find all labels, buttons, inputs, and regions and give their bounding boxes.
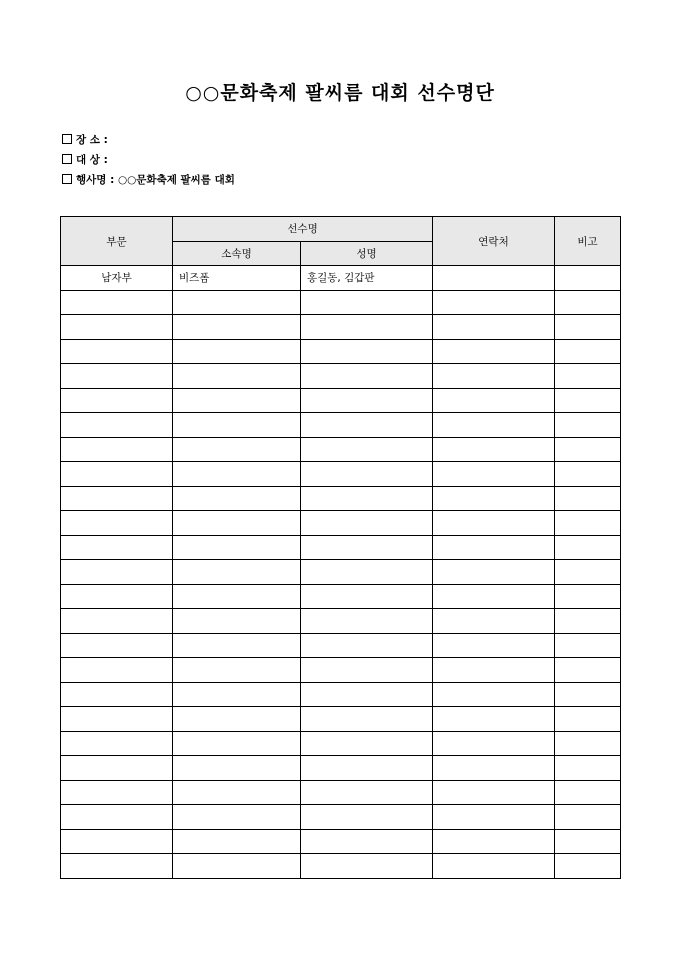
cell-contact[interactable]: [433, 486, 555, 511]
cell-division[interactable]: [61, 364, 173, 389]
cell-name[interactable]: [301, 560, 433, 585]
header-affiliation: 소속명: [173, 241, 301, 266]
cell-affiliation[interactable]: 비즈폼: [173, 266, 301, 291]
cell-affiliation[interactable]: [173, 780, 301, 805]
cell-note[interactable]: [555, 633, 621, 658]
cell-name[interactable]: 홍길동, 김갑판: [301, 266, 433, 291]
header-name: 성명: [301, 241, 433, 266]
cell-contact[interactable]: [433, 633, 555, 658]
cell-division[interactable]: [61, 633, 173, 658]
cell-name[interactable]: [301, 609, 433, 634]
cell-note[interactable]: [555, 560, 621, 585]
cell-division[interactable]: [61, 290, 173, 315]
cell-name[interactable]: [301, 364, 433, 389]
cell-contact[interactable]: [433, 437, 555, 462]
table-row: [61, 413, 621, 438]
cell-division[interactable]: [61, 609, 173, 634]
cell-contact[interactable]: [433, 290, 555, 315]
cell-affiliation[interactable]: [173, 511, 301, 536]
cell-name[interactable]: [301, 584, 433, 609]
info-target-label: 대 상 :: [76, 154, 108, 166]
cell-affiliation[interactable]: [173, 315, 301, 340]
cell-affiliation[interactable]: [173, 535, 301, 560]
header-division: 부문: [61, 217, 173, 266]
cell-note[interactable]: [555, 731, 621, 756]
header-player-group: 선수명: [173, 217, 433, 242]
cell-contact[interactable]: [433, 584, 555, 609]
cell-name[interactable]: [301, 731, 433, 756]
cell-contact[interactable]: [433, 413, 555, 438]
cell-contact[interactable]: [433, 609, 555, 634]
checkbox-square-icon: [62, 154, 72, 164]
cell-note[interactable]: [555, 829, 621, 854]
table-row: [61, 780, 621, 805]
cell-note[interactable]: [555, 756, 621, 781]
cell-note[interactable]: [555, 413, 621, 438]
info-event-value: ○○문화축제 팔씨름 대회: [117, 174, 235, 186]
cell-contact[interactable]: [433, 535, 555, 560]
cell-name[interactable]: [301, 511, 433, 536]
cell-contact[interactable]: [433, 731, 555, 756]
cell-name[interactable]: [301, 707, 433, 732]
table-row: [61, 707, 621, 732]
roster-table: [60, 216, 621, 879]
cell-affiliation[interactable]: [173, 805, 301, 830]
cell-contact[interactable]: [433, 829, 555, 854]
table-row: [61, 388, 621, 413]
cell-affiliation[interactable]: [173, 388, 301, 413]
cell-contact[interactable]: [433, 511, 555, 536]
cell-affiliation[interactable]: [173, 633, 301, 658]
cell-affiliation[interactable]: [173, 486, 301, 511]
cell-division[interactable]: [61, 462, 173, 487]
cell-note[interactable]: [555, 486, 621, 511]
table-row: [61, 682, 621, 707]
cell-contact[interactable]: [433, 560, 555, 585]
info-venue: [62, 134, 108, 147]
cell-division[interactable]: [61, 707, 173, 732]
cell-note[interactable]: [555, 339, 621, 364]
table-row: [61, 290, 621, 315]
checkbox-square-icon: [62, 174, 72, 184]
cell-division[interactable]: [61, 339, 173, 364]
cell-contact[interactable]: [433, 266, 555, 291]
cell-name[interactable]: [301, 780, 433, 805]
cell-note[interactable]: [555, 266, 621, 291]
table-row: [61, 829, 621, 854]
cell-division[interactable]: [61, 437, 173, 462]
table-row: [61, 462, 621, 487]
cell-contact[interactable]: [433, 339, 555, 364]
cell-note[interactable]: [555, 584, 621, 609]
cell-affiliation[interactable]: [173, 854, 301, 879]
cell-name[interactable]: [301, 658, 433, 683]
cell-name[interactable]: [301, 854, 433, 879]
cell-name[interactable]: [301, 633, 433, 658]
cell-note[interactable]: [555, 388, 621, 413]
table-row: [61, 535, 621, 560]
table-row: [61, 315, 621, 340]
cell-name[interactable]: [301, 829, 433, 854]
cell-note[interactable]: [555, 437, 621, 462]
cell-note[interactable]: [555, 462, 621, 487]
info-event: [62, 174, 235, 187]
header-note: 비고: [555, 217, 621, 266]
cell-affiliation[interactable]: [173, 584, 301, 609]
table-row: [61, 266, 621, 291]
cell-affiliation[interactable]: [173, 437, 301, 462]
cell-contact[interactable]: [433, 388, 555, 413]
cell-division[interactable]: [61, 731, 173, 756]
cell-division[interactable]: [61, 535, 173, 560]
cell-contact[interactable]: [433, 854, 555, 879]
cell-name[interactable]: [301, 315, 433, 340]
cell-name[interactable]: [301, 462, 433, 487]
cell-note[interactable]: [555, 290, 621, 315]
cell-name[interactable]: [301, 437, 433, 462]
cell-name[interactable]: [301, 486, 433, 511]
cell-contact[interactable]: [433, 756, 555, 781]
cell-division[interactable]: [61, 511, 173, 536]
cell-affiliation[interactable]: [173, 290, 301, 315]
cell-affiliation[interactable]: [173, 756, 301, 781]
cell-contact[interactable]: [433, 658, 555, 683]
cell-division[interactable]: [61, 829, 173, 854]
cell-name[interactable]: [301, 290, 433, 315]
cell-affiliation[interactable]: [173, 682, 301, 707]
table-row: [61, 756, 621, 781]
cell-note[interactable]: [555, 364, 621, 389]
cell-affiliation[interactable]: [173, 829, 301, 854]
cell-division[interactable]: [61, 756, 173, 781]
cell-affiliation[interactable]: [173, 560, 301, 585]
table-row: [61, 511, 621, 536]
table-row: [61, 658, 621, 683]
info-venue-label: 장 소 :: [76, 134, 108, 146]
table-row: [61, 560, 621, 585]
cell-note[interactable]: [555, 780, 621, 805]
cell-division[interactable]: [61, 682, 173, 707]
cell-affiliation[interactable]: [173, 364, 301, 389]
table-row: [61, 805, 621, 830]
cell-note[interactable]: [555, 315, 621, 340]
table-row: [61, 854, 621, 879]
cell-name[interactable]: [301, 756, 433, 781]
table-row: [61, 609, 621, 634]
cell-division[interactable]: [61, 413, 173, 438]
cell-division[interactable]: [61, 780, 173, 805]
cell-contact[interactable]: [433, 805, 555, 830]
cell-affiliation[interactable]: [173, 413, 301, 438]
page-title: ○○문화축제 팔씨름 대회 선수명단: [185, 82, 495, 104]
cell-division[interactable]: 남자부: [61, 266, 173, 291]
cell-name[interactable]: [301, 413, 433, 438]
cell-contact[interactable]: [433, 315, 555, 340]
cell-note[interactable]: [555, 682, 621, 707]
cell-division[interactable]: [61, 805, 173, 830]
table-row: [61, 339, 621, 364]
cell-affiliation[interactable]: [173, 731, 301, 756]
table-row: [61, 364, 621, 389]
cell-contact[interactable]: [433, 462, 555, 487]
table-row: [61, 486, 621, 511]
cell-division[interactable]: [61, 584, 173, 609]
cell-note[interactable]: [555, 805, 621, 830]
header-contact: 연락처: [433, 217, 555, 266]
info-target: [62, 154, 108, 167]
cell-note[interactable]: [555, 511, 621, 536]
table-row: [61, 437, 621, 462]
cell-name[interactable]: [301, 682, 433, 707]
cell-note[interactable]: [555, 609, 621, 634]
cell-affiliation[interactable]: [173, 658, 301, 683]
info-event-label: 행사명 :: [76, 174, 115, 186]
cell-name[interactable]: [301, 535, 433, 560]
cell-name[interactable]: [301, 339, 433, 364]
cell-affiliation[interactable]: [173, 707, 301, 732]
cell-contact[interactable]: [433, 364, 555, 389]
cell-note[interactable]: [555, 658, 621, 683]
cell-note[interactable]: [555, 854, 621, 879]
cell-affiliation[interactable]: [173, 462, 301, 487]
cell-contact[interactable]: [433, 682, 555, 707]
table-row: [61, 731, 621, 756]
cell-name[interactable]: [301, 805, 433, 830]
cell-division[interactable]: [61, 658, 173, 683]
cell-note[interactable]: [555, 707, 621, 732]
checkbox-square-icon: [62, 134, 72, 144]
table-row: [61, 584, 621, 609]
cell-note[interactable]: [555, 535, 621, 560]
cell-affiliation[interactable]: [173, 339, 301, 364]
cell-division[interactable]: [61, 560, 173, 585]
cell-name[interactable]: [301, 388, 433, 413]
cell-division[interactable]: [61, 854, 173, 879]
table-row: [61, 633, 621, 658]
cell-division[interactable]: [61, 315, 173, 340]
cell-division[interactable]: [61, 388, 173, 413]
cell-contact[interactable]: [433, 707, 555, 732]
cell-contact[interactable]: [433, 780, 555, 805]
cell-affiliation[interactable]: [173, 609, 301, 634]
cell-division[interactable]: [61, 486, 173, 511]
